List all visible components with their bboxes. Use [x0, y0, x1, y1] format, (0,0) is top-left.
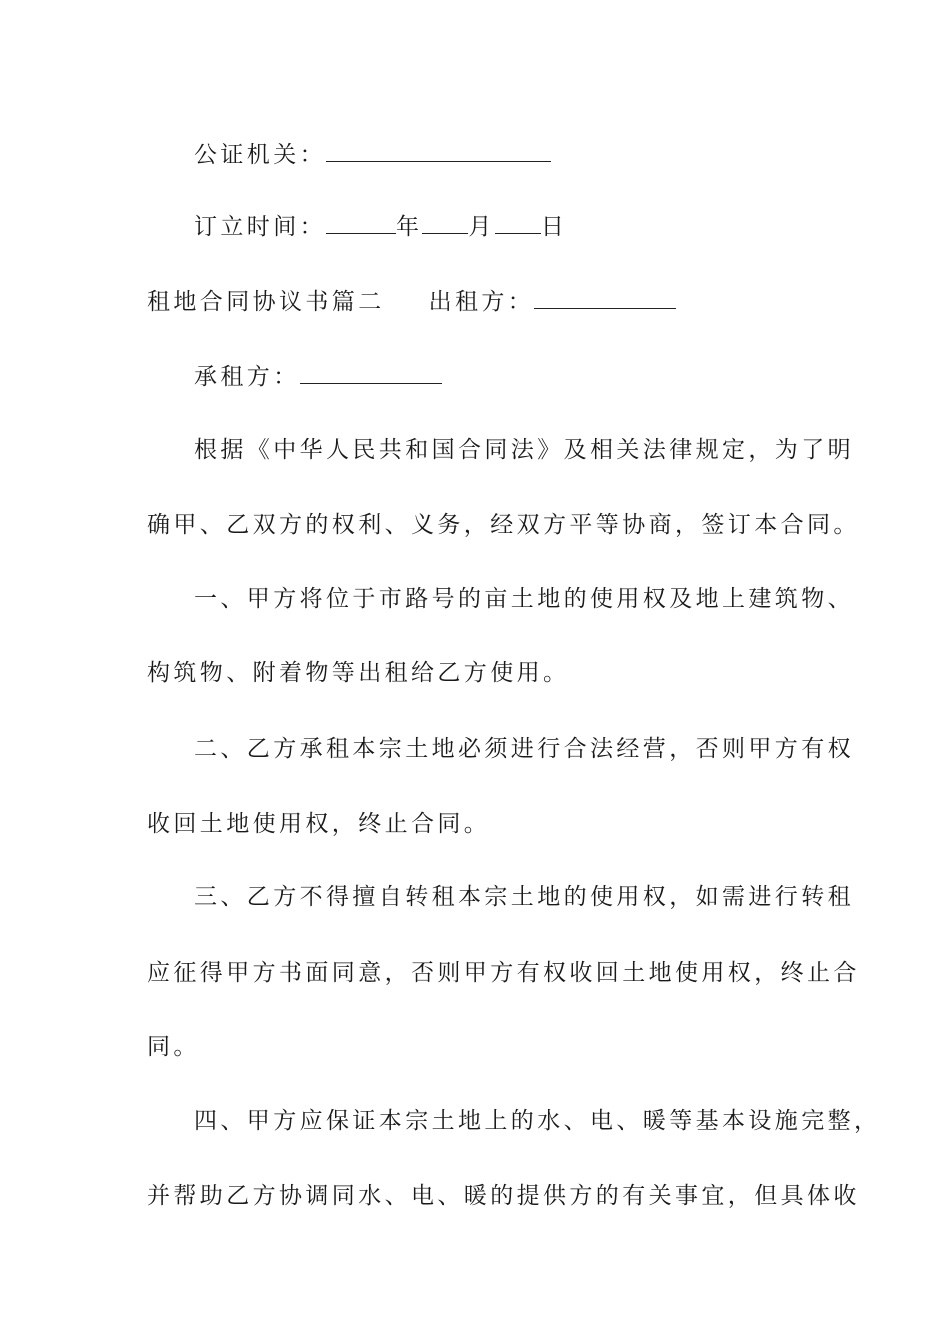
body-line: 根据《中华人民共和国合同法》及相关法律规定，为了明 — [194, 437, 854, 463]
lessor-blank[interactable] — [534, 286, 676, 309]
body-line: 并帮助乙方协调同水、电、暖的提供方的有关事宜，但具体收 — [147, 1183, 860, 1209]
clause-1: 一、甲方将位于市路号的亩土地的使用权及地上建筑物、 — [194, 586, 854, 612]
clause-4: 四、甲方应保证本宗土地上的水、电、暖等基本设施完整， — [194, 1108, 881, 1134]
body-line: 应征得甲方书面同意，否则甲方有权收回土地使用权，终止合 — [147, 960, 860, 986]
month-blank[interactable] — [422, 211, 468, 234]
body-line: 确甲、乙双方的权利、义务，经双方平等协商，签订本合同。 — [147, 512, 860, 538]
lessee-label: 承租方： — [194, 364, 300, 390]
date-field — [194, 211, 567, 243]
section-title: 租地合同协议书篇二 — [147, 289, 385, 315]
notary-blank[interactable] — [326, 139, 551, 162]
lessor-label: 出租方： — [428, 289, 535, 315]
date-label: 订立时间： — [194, 214, 326, 240]
day-blank[interactable] — [495, 211, 541, 234]
day-label: 日 — [540, 214, 568, 240]
clause-2: 二、乙方承租本宗土地必须进行合法经营，否则甲方有权 — [194, 736, 854, 762]
notary-field — [194, 139, 551, 171]
notary-label: 公证机关： — [194, 142, 326, 168]
year-label: 年 — [396, 214, 423, 240]
month-label: 月 — [468, 214, 495, 240]
body-line: 收回土地使用权，终止合同。 — [147, 811, 491, 837]
lessee-field — [194, 361, 442, 393]
section-heading-row — [147, 286, 676, 318]
body-line: 同。 — [147, 1034, 200, 1060]
year-blank[interactable] — [326, 211, 396, 234]
lessee-blank[interactable] — [300, 361, 442, 384]
body-line: 构筑物、附着物等出租给乙方使用。 — [147, 660, 570, 686]
clause-3: 三、乙方不得擅自转租本宗土地的使用权，如需进行转租 — [194, 884, 854, 910]
